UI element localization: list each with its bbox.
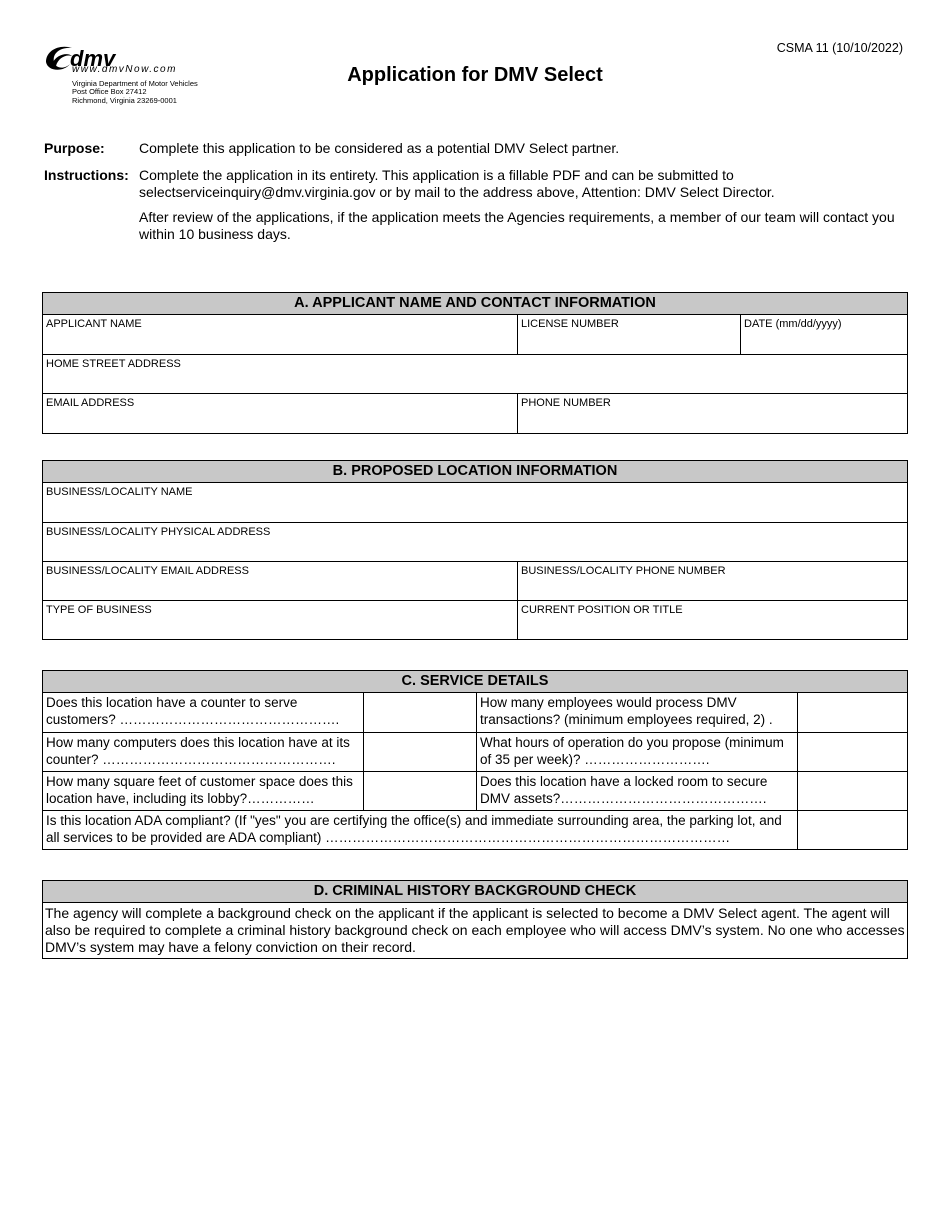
ada-answer-field[interactable] — [798, 811, 907, 849]
purpose-label: Purpose: — [44, 140, 105, 156]
applicant-name-label: APPLICANT NAME — [46, 318, 142, 330]
instructions-followup-text: After review of the applications, if the application meets the Agencies requirements, a member of our team will contact you within 10 business days. — [139, 209, 895, 242]
license-number-label: LICENSE NUMBER — [521, 318, 619, 330]
business-type-field[interactable] — [43, 615, 517, 639]
employees-answer-field[interactable] — [798, 693, 907, 732]
instructions-label: Instructions: — [44, 167, 129, 183]
computers-answer-field[interactable] — [364, 733, 476, 771]
counter-question: Does this location have a counter to serve customers? …………………………………………. — [46, 695, 340, 727]
business-email-label: BUSINESS/LOCALITY EMAIL ADDRESS — [46, 565, 249, 577]
business-phone-field[interactable] — [518, 576, 907, 600]
ada-question: Is this location ADA compliant? (If "yes" you are certifying the office(s) and immediate surrounding area, the parking lot, and all services to be provided are ADA compliant) ……………………………………………………………………………… — [46, 813, 782, 845]
section-a-header: A. APPLICANT NAME AND CONTACT INFORMATION — [43, 293, 907, 315]
form-id: CSMA 11 (10/10/2022) — [776, 41, 903, 55]
position-field[interactable] — [518, 615, 907, 639]
section-c-header: C. SERVICE DETAILS — [43, 671, 907, 693]
home-address-label: HOME STREET ADDRESS — [46, 358, 181, 370]
page-title: Application for DMV Select — [347, 64, 603, 86]
license-number-field[interactable] — [518, 329, 740, 353]
email-field[interactable] — [43, 408, 517, 432]
physical-address-field[interactable] — [43, 537, 907, 561]
date-field[interactable] — [741, 329, 907, 353]
business-phone-label: BUSINESS/LOCALITY PHONE NUMBER — [521, 565, 726, 577]
section-b-header: B. PROPOSED LOCATION INFORMATION — [43, 461, 907, 483]
purpose-text: Complete this application to be considered as a potential DMV Select partner. — [139, 140, 620, 156]
sqft-answer-field[interactable] — [364, 772, 476, 810]
section-d-header: D. CRIMINAL HISTORY BACKGROUND CHECK — [43, 881, 907, 903]
locked-room-answer-field[interactable] — [798, 772, 907, 810]
background-check-text: The agency will complete a background check on the applicant if the applicant is selected to become a DMV Select agent. The agent will also be required to complete a criminal history background check on each employee who will access DMV’s system. No one who accesses DMV’s system may have a felony conviction on their record. — [45, 905, 905, 955]
phone-label: PHONE NUMBER — [521, 397, 611, 409]
sqft-question: How many square feet of customer space does this location have, including its lobby?…………… — [46, 774, 353, 806]
business-email-field[interactable] — [43, 576, 517, 600]
applicant-name-field[interactable] — [43, 329, 517, 353]
hours-question: What hours of operation do you propose (minimum of 35 per week)? ………………………. — [480, 735, 784, 767]
business-name-label: BUSINESS/LOCALITY NAME — [46, 486, 193, 498]
phone-field[interactable] — [518, 408, 907, 432]
business-name-field[interactable] — [43, 497, 907, 521]
computers-question: How many computers does this location have at its counter? ……………………………………………. — [46, 735, 350, 767]
instructions-text: Complete the application in its entirety. This application is a fillable PDF and can be submitted to selectserviceinquiry@dmv.virginia.gov or by mail to the address above, Attention: DMV Select Director. — [139, 167, 775, 200]
section-c — [42, 670, 908, 850]
locked-room-question: Does this location have a locked room to secure DMV assets?………………………………………. — [480, 774, 768, 806]
section-b — [42, 460, 908, 640]
employees-question: How many employees would process DMV transactions? (minimum employees required, 2) . — [480, 695, 773, 727]
home-address-field[interactable] — [43, 369, 907, 393]
svg-text:dmv: dmv — [70, 46, 116, 71]
physical-address-label: BUSINESS/LOCALITY PHYSICAL ADDRESS — [46, 526, 271, 538]
business-type-label: TYPE OF BUSINESS — [46, 604, 152, 616]
position-label: CURRENT POSITION OR TITLE — [521, 604, 683, 616]
section-a — [42, 292, 908, 434]
counter-answer-field[interactable] — [364, 693, 476, 732]
email-label: EMAIL ADDRESS — [46, 397, 135, 409]
agency-address: Virginia Department of Motor Vehicles Post Office Box 27412 Richmond, Virginia 23269-0001 — [72, 79, 198, 105]
logo-url: www.dmvNow.com — [72, 64, 177, 75]
hours-answer-field[interactable] — [798, 733, 907, 771]
date-label: DATE (mm/dd/yyyy) — [744, 318, 842, 330]
section-d — [42, 880, 908, 959]
